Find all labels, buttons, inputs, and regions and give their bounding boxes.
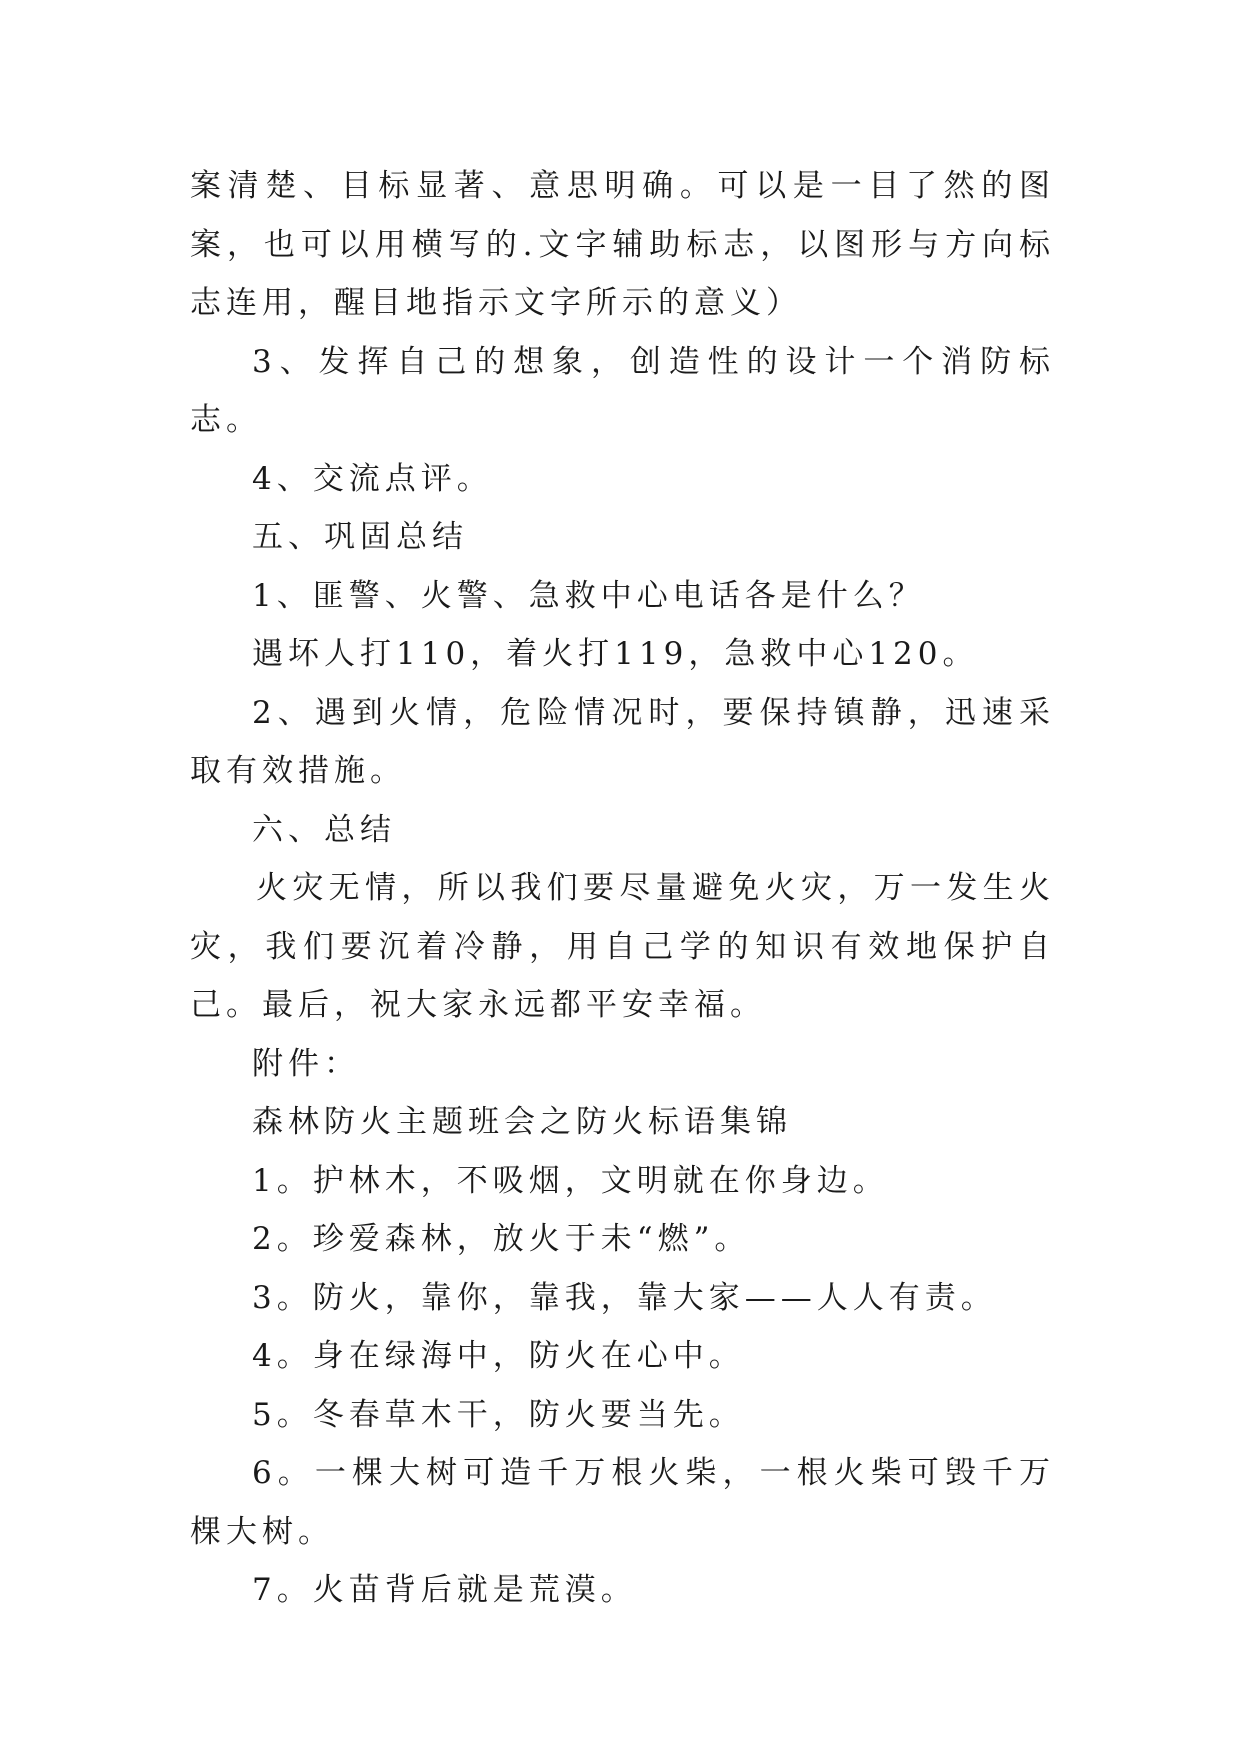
slogan-7: 7。火苗背后就是荒漠。 [252, 1572, 637, 1608]
attachment-label: 附件： [252, 1045, 360, 1082]
attachment-title: 森林防火主题班会之防火标语集锦 [252, 1104, 792, 1140]
section-heading-6: 六、总结 [252, 811, 396, 848]
slogan-6: 6。一棵大树可造千万根火柴，一根火柴可毁千万棵大树。 [190, 1455, 1055, 1550]
section-heading-5: 五、巩固总结 [252, 519, 468, 555]
slogan-3: 3。防火，靠你，靠我，靠大家——人人有责。 [252, 1279, 997, 1316]
paragraph-summary: 火灾无情，所以我们要尽量避免火灾，万一发生火灾，我们要沉着冷静，用自己学的知识有效地保护自己。最后，祝大家永远都平安幸福。 [190, 870, 1055, 1023]
slogan-2: 2。珍爱森林，放火于未“燃”。 [252, 1221, 751, 1257]
paragraph-continuation: 案清楚、目标显著、意思明确。可以是一目了然的图案，也可以用横写的.文字辅助标志，以图形与方向标志连用，醒目地指示文字所示的意义） [190, 168, 1055, 321]
slogan-1: 1。护林木，不吸烟，文明就在你身边。 [252, 1162, 889, 1199]
document-body [190, 157, 1055, 1620]
paragraph-answer-1: 遇坏人打110，着火打119，急救中心120。 [252, 636, 979, 672]
paragraph-step-3: 3、发挥自己的想象，创造性的设计一个消防标志。 [190, 343, 1055, 438]
slogan-4: 4。身在绿海中，防火在心中。 [252, 1338, 745, 1374]
paragraph-question-1: 1、匪警、火警、急救中心电话各是什么？ [252, 577, 925, 614]
slogan-5: 5。冬春草木干，防火要当先。 [252, 1396, 745, 1433]
paragraph-step-4: 4、交流点评。 [252, 460, 493, 497]
paragraph-point-2: 2、遇到火情，危险情况时，要保持镇静，迅速采取有效措施。 [190, 694, 1055, 789]
